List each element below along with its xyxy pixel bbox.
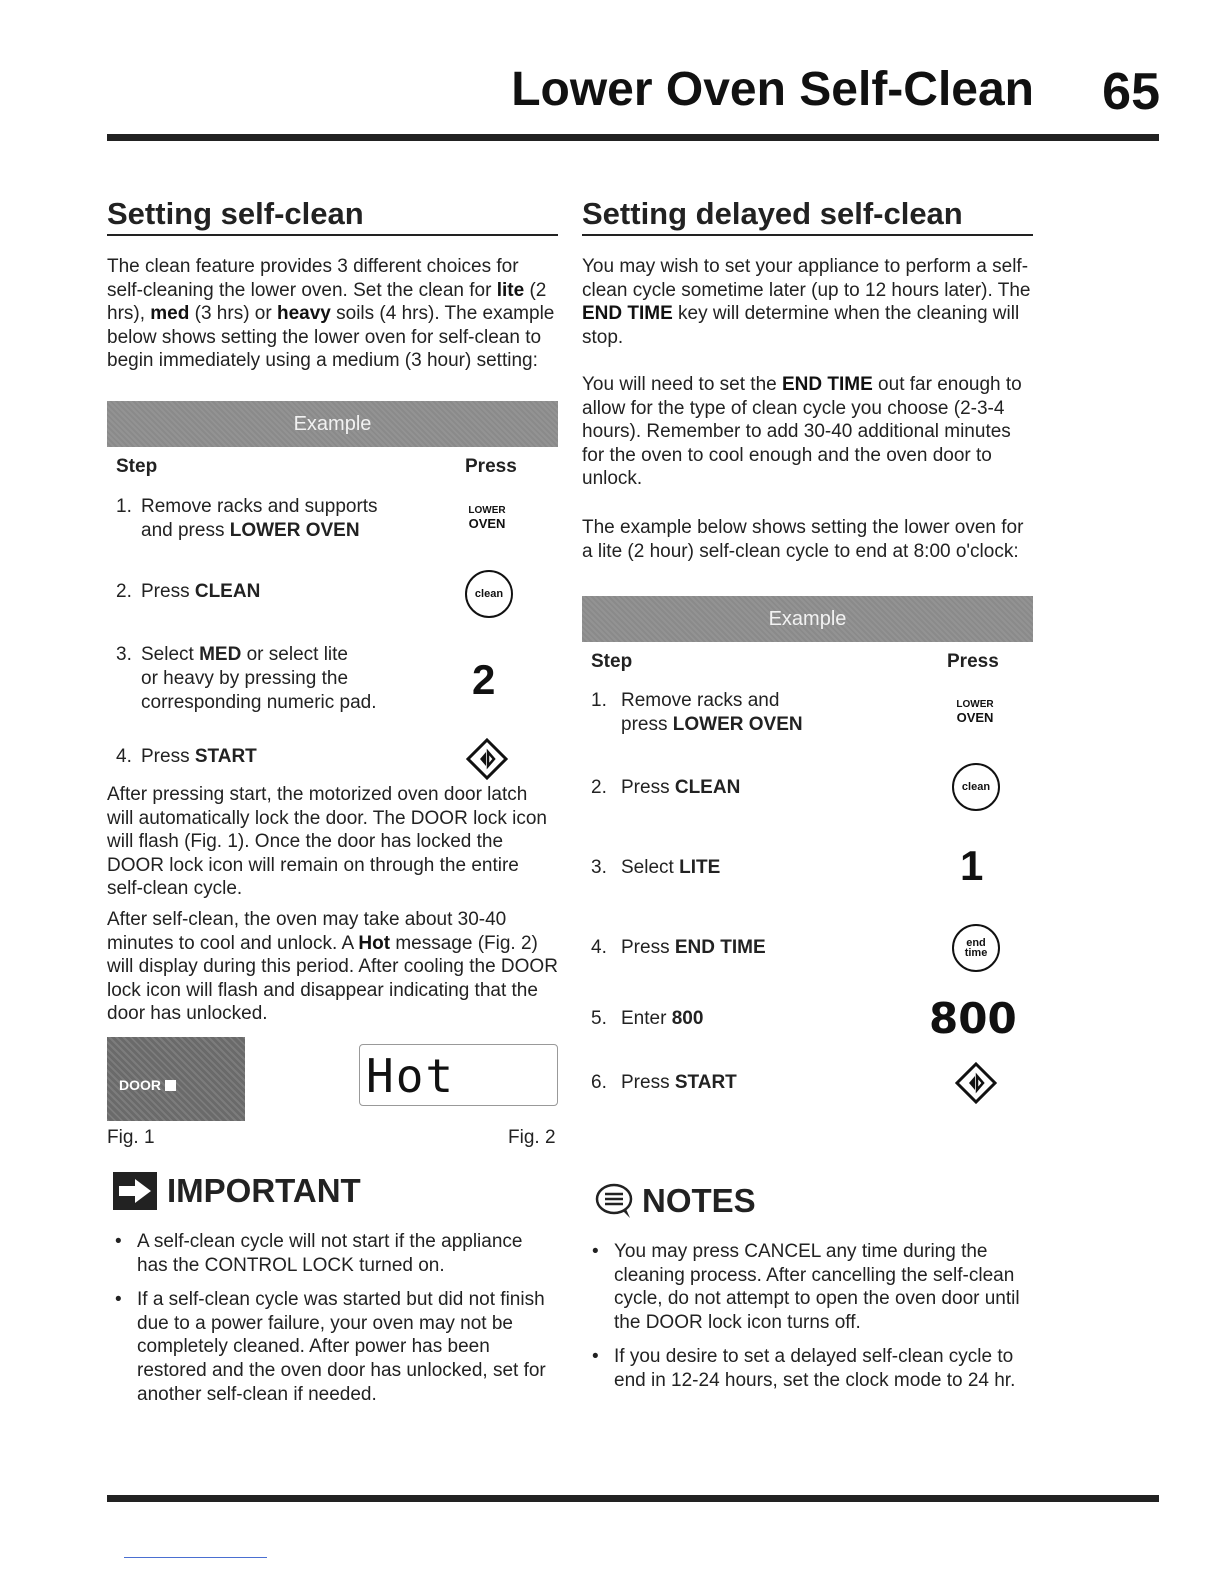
numeric-key-800: 800 — [929, 994, 1017, 1043]
important-heading: IMPORTANT — [113, 1172, 361, 1210]
page-title: Lower Oven Self-Clean — [511, 63, 1034, 116]
right-step-3: 3. Select LITE — [591, 857, 721, 878]
important-item: • If a self-clean cycle was started but did not finish due to a power failure, your oven may not be completely cleaned. After power has been restored and the oven door has unlocked, set for another self-clean if needed. — [107, 1288, 547, 1406]
notes-item: • You may press CANCEL any time during the cleaning process. After cancelling the self-clean cycle, do not attempt to open the oven door until the DOOR lock icon turns off. — [584, 1240, 1024, 1334]
left-step-4: 4. Press START — [116, 746, 257, 767]
bottom-rule — [107, 1495, 1159, 1502]
example-bar-left: Example — [107, 401, 558, 447]
fig2-hot-display: Hot — [359, 1044, 558, 1106]
right-paragraph-3: The example below shows setting the lower oven for a lite (2 hour) self-clean cycle to end at 8:00 o'clock: — [582, 517, 1024, 562]
right-paragraph-2: You will need to set the END TIME out far enough to allow for the type of clean cycle you choose (2-3-4 hours). Remember to add 30-40 additional minutes for the oven to cool enough and the oven door to unlock. — [582, 374, 1022, 490]
important-list — [107, 1230, 547, 1417]
step-column-header: Step — [591, 651, 633, 672]
right-paragraph-1: You may wish to set your appliance to perform a self-clean cycle sometime later (up to 12 hours later). The END TIME key will determine when the cleaning will stop. — [582, 256, 1031, 348]
lock-icon — [165, 1080, 176, 1091]
notes-item: • If you desire to set a delayed self-clean cycle to end in 12-24 hours, set the clock mode to 24 hr. — [584, 1345, 1024, 1392]
fig1-door-lock-display: DOOR — [107, 1037, 245, 1121]
numeric-key-2: 2 — [472, 656, 496, 703]
lower-oven-key: LOWER OVEN — [956, 699, 994, 725]
right-step-4: 4. Press END TIME — [591, 937, 766, 958]
clean-key-icon: clean — [465, 570, 513, 618]
left-step-1: 1. Remove racks and supports and press LOWER OVEN — [116, 496, 378, 541]
fig2-caption: Fig. 2 — [508, 1127, 556, 1148]
end-time-key-icon: end time — [952, 924, 1000, 972]
press-column-header: Press — [947, 651, 999, 672]
left-step-2: 2. Press CLEAN — [116, 581, 261, 602]
setting-self-clean-heading: Setting self-clean — [107, 196, 558, 236]
start-key-icon — [466, 738, 508, 780]
notes-icon — [594, 1182, 636, 1220]
start-key-icon — [955, 1062, 997, 1104]
example-bar-right: Example — [582, 596, 1033, 642]
footer-link-underline — [124, 1557, 267, 1558]
lower-oven-key: LOWER OVEN — [468, 505, 506, 531]
after-start-paragraph: After pressing start, the motorized oven door latch will automatically lock the door. The DOOR lock icon will flash (Fig. 1). Once the door has locked the DOOR lock icon will remain on through the entire self-clean cycle. — [107, 784, 547, 900]
step-column-header: Step — [116, 456, 158, 477]
important-arrow-icon — [113, 1172, 157, 1210]
press-column-header: Press — [465, 456, 517, 477]
clean-key-icon: clean — [952, 763, 1000, 811]
setting-delayed-self-clean-heading: Setting delayed self-clean — [582, 196, 1033, 236]
left-step-3: 3. Select MED or select lite or heavy by pressing the corresponding numeric pad. — [116, 644, 377, 713]
numeric-key-1: 1 — [960, 842, 984, 889]
important-item: • A self-clean cycle will not start if the appliance has the CONTROL LOCK turned on. — [107, 1230, 547, 1277]
right-step-2: 2. Press CLEAN — [591, 777, 741, 798]
page-number: 65 — [1102, 63, 1160, 121]
notes-list — [584, 1240, 1024, 1404]
right-step-5: 5. Enter 800 — [591, 1008, 704, 1029]
top-rule — [107, 134, 1159, 141]
notes-heading: NOTES — [594, 1182, 756, 1220]
right-step-1: 1. Remove racks and press LOWER OVEN — [591, 690, 803, 735]
after-clean-paragraph: After self-clean, the oven may take about 30-40 minutes to cool and unlock. A Hot message (Fig. 2) will display during this period. After cooling the DOOR lock icon will flash and disappear indicating that the door has unlocked. — [107, 909, 558, 1025]
fig1-caption: Fig. 1 — [107, 1127, 155, 1148]
left-intro-paragraph: The clean feature provides 3 different choices for self-cleaning the lower oven. Set the clean for lite (2 hrs), med (3 hrs) or heavy soils (4 hrs). The example below shows setting the lower oven for self-clean to begin immediately using a medium (3 hour) setting: — [107, 256, 555, 372]
right-step-6: 6. Press START — [591, 1072, 737, 1093]
